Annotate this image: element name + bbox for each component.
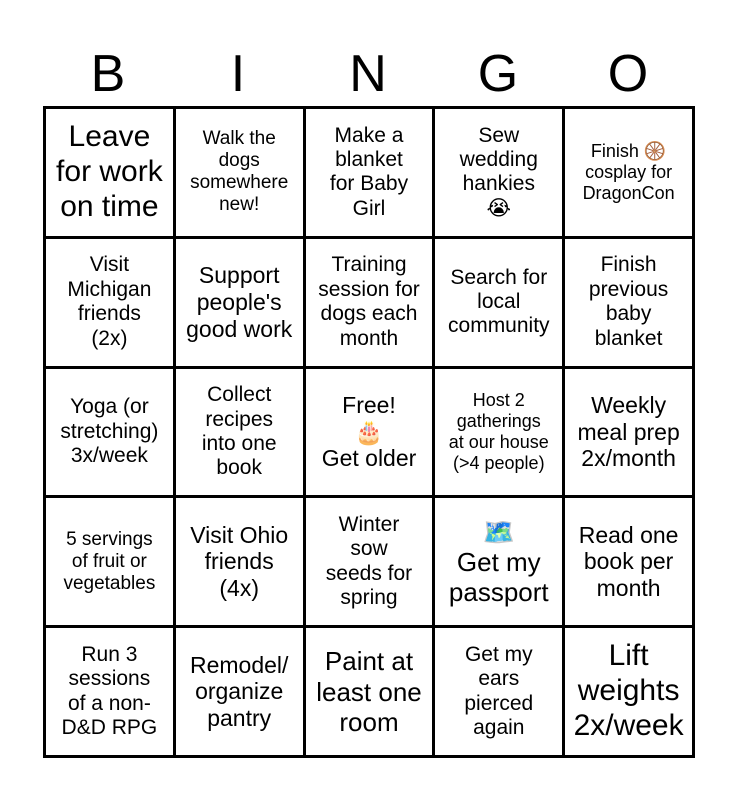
bingo-cell-r4-c5[interactable]	[565, 498, 695, 628]
bingo-cell-text: Search for local community	[448, 265, 550, 338]
bingo-cell-r4-c4[interactable]	[435, 498, 565, 628]
bingo-cell-r4-c1[interactable]	[46, 498, 176, 628]
bingo-cell-text: 5 servings of fruit or vegetables	[63, 528, 156, 594]
bingo-cell-text: Remodel/ organize pantry	[189, 651, 289, 731]
bingo-cell-r3-c4[interactable]	[435, 369, 565, 499]
bingo-cell-text: Winter sow seeds for spring	[325, 513, 413, 610]
header-letter-b: B	[90, 45, 126, 103]
bingo-cell-r5-c4[interactable]	[435, 628, 565, 758]
bingo-cell-r1-c4[interactable]	[435, 109, 565, 239]
bingo-grid	[43, 106, 695, 758]
bingo-cell-text: Finish previous baby blanket	[588, 253, 669, 350]
bingo-cell-r3-c1[interactable]	[46, 369, 176, 499]
bingo-cell-text: Visit Michigan friends (2x)	[67, 253, 152, 350]
bingo-cell-r1-c3[interactable]	[306, 109, 436, 239]
bingo-cell-r3-c3[interactable]	[306, 369, 436, 499]
bingo-cell-text: Training session for dogs each month	[318, 253, 420, 350]
header-letter-g: G	[477, 45, 519, 103]
bingo-cell-r2-c2[interactable]	[176, 239, 306, 369]
bingo-cell-r5-c1[interactable]	[46, 628, 176, 758]
bingo-cell-r2-c1[interactable]	[46, 239, 176, 369]
bingo-cell-text: Walk the dogs somewhere new!	[190, 128, 289, 216]
bingo-cell-r4-c2[interactable]	[176, 498, 306, 628]
header-letter-n: N	[349, 45, 387, 103]
bingo-cell-text: 🗺️ Get my passport	[448, 516, 549, 607]
header-letter-o: O	[607, 45, 649, 103]
bingo-cell-text: Lift weights 2x/week	[573, 639, 684, 742]
bingo-cell-text: Support people's good work	[186, 262, 293, 342]
bingo-cell-r2-c4[interactable]	[435, 239, 565, 369]
bingo-cell-r1-c2[interactable]	[176, 109, 306, 239]
bingo-cell-r2-c3[interactable]	[306, 239, 436, 369]
bingo-cell-text: Yoga (or stretching) 3x/week	[60, 395, 159, 468]
bingo-cell-r4-c3[interactable]	[306, 498, 436, 628]
bingo-cell-text: Host 2 gatherings at our house (>4 people)	[448, 390, 549, 473]
bingo-cell-text: Finish 🛞 cosplay for DragonCon	[582, 141, 675, 203]
bingo-cell-text: Run 3 sessions of a non- D&D RPG	[61, 642, 158, 739]
bingo-cell-text: Read one book per month	[578, 521, 679, 602]
bingo-cell-text: Make a blanket for Baby Girl	[329, 123, 409, 220]
bingo-cell-r1-c1[interactable]	[46, 109, 176, 239]
bingo-cell-text: Weekly meal prep 2x/month	[577, 391, 680, 472]
bingo-header	[43, 42, 693, 106]
bingo-cell-text: Paint at least one room	[316, 646, 422, 737]
bingo-cell-text: Sew wedding hankies 😭	[459, 123, 538, 220]
bingo-cell-text: Leave for work on time	[56, 120, 163, 223]
bingo-cell-text: Collect recipes into one book	[201, 383, 277, 480]
bingo-cell-text: Visit Ohio friends (4x)	[190, 521, 289, 602]
bingo-cell-r5-c2[interactable]	[176, 628, 306, 758]
bingo-cell-r3-c5[interactable]	[565, 369, 695, 499]
header-letter-i: I	[230, 45, 246, 103]
bingo-cell-text: Free! 🎂 Get older	[321, 391, 417, 472]
bingo-cell-r5-c3[interactable]	[306, 628, 436, 758]
bingo-cell-text: Get my ears pierced again	[464, 642, 534, 739]
bingo-cell-r2-c5[interactable]	[565, 239, 695, 369]
bingo-cell-r3-c2[interactable]	[176, 369, 306, 499]
bingo-cell-r1-c5[interactable]	[565, 109, 695, 239]
bingo-cell-r5-c5[interactable]	[565, 628, 695, 758]
